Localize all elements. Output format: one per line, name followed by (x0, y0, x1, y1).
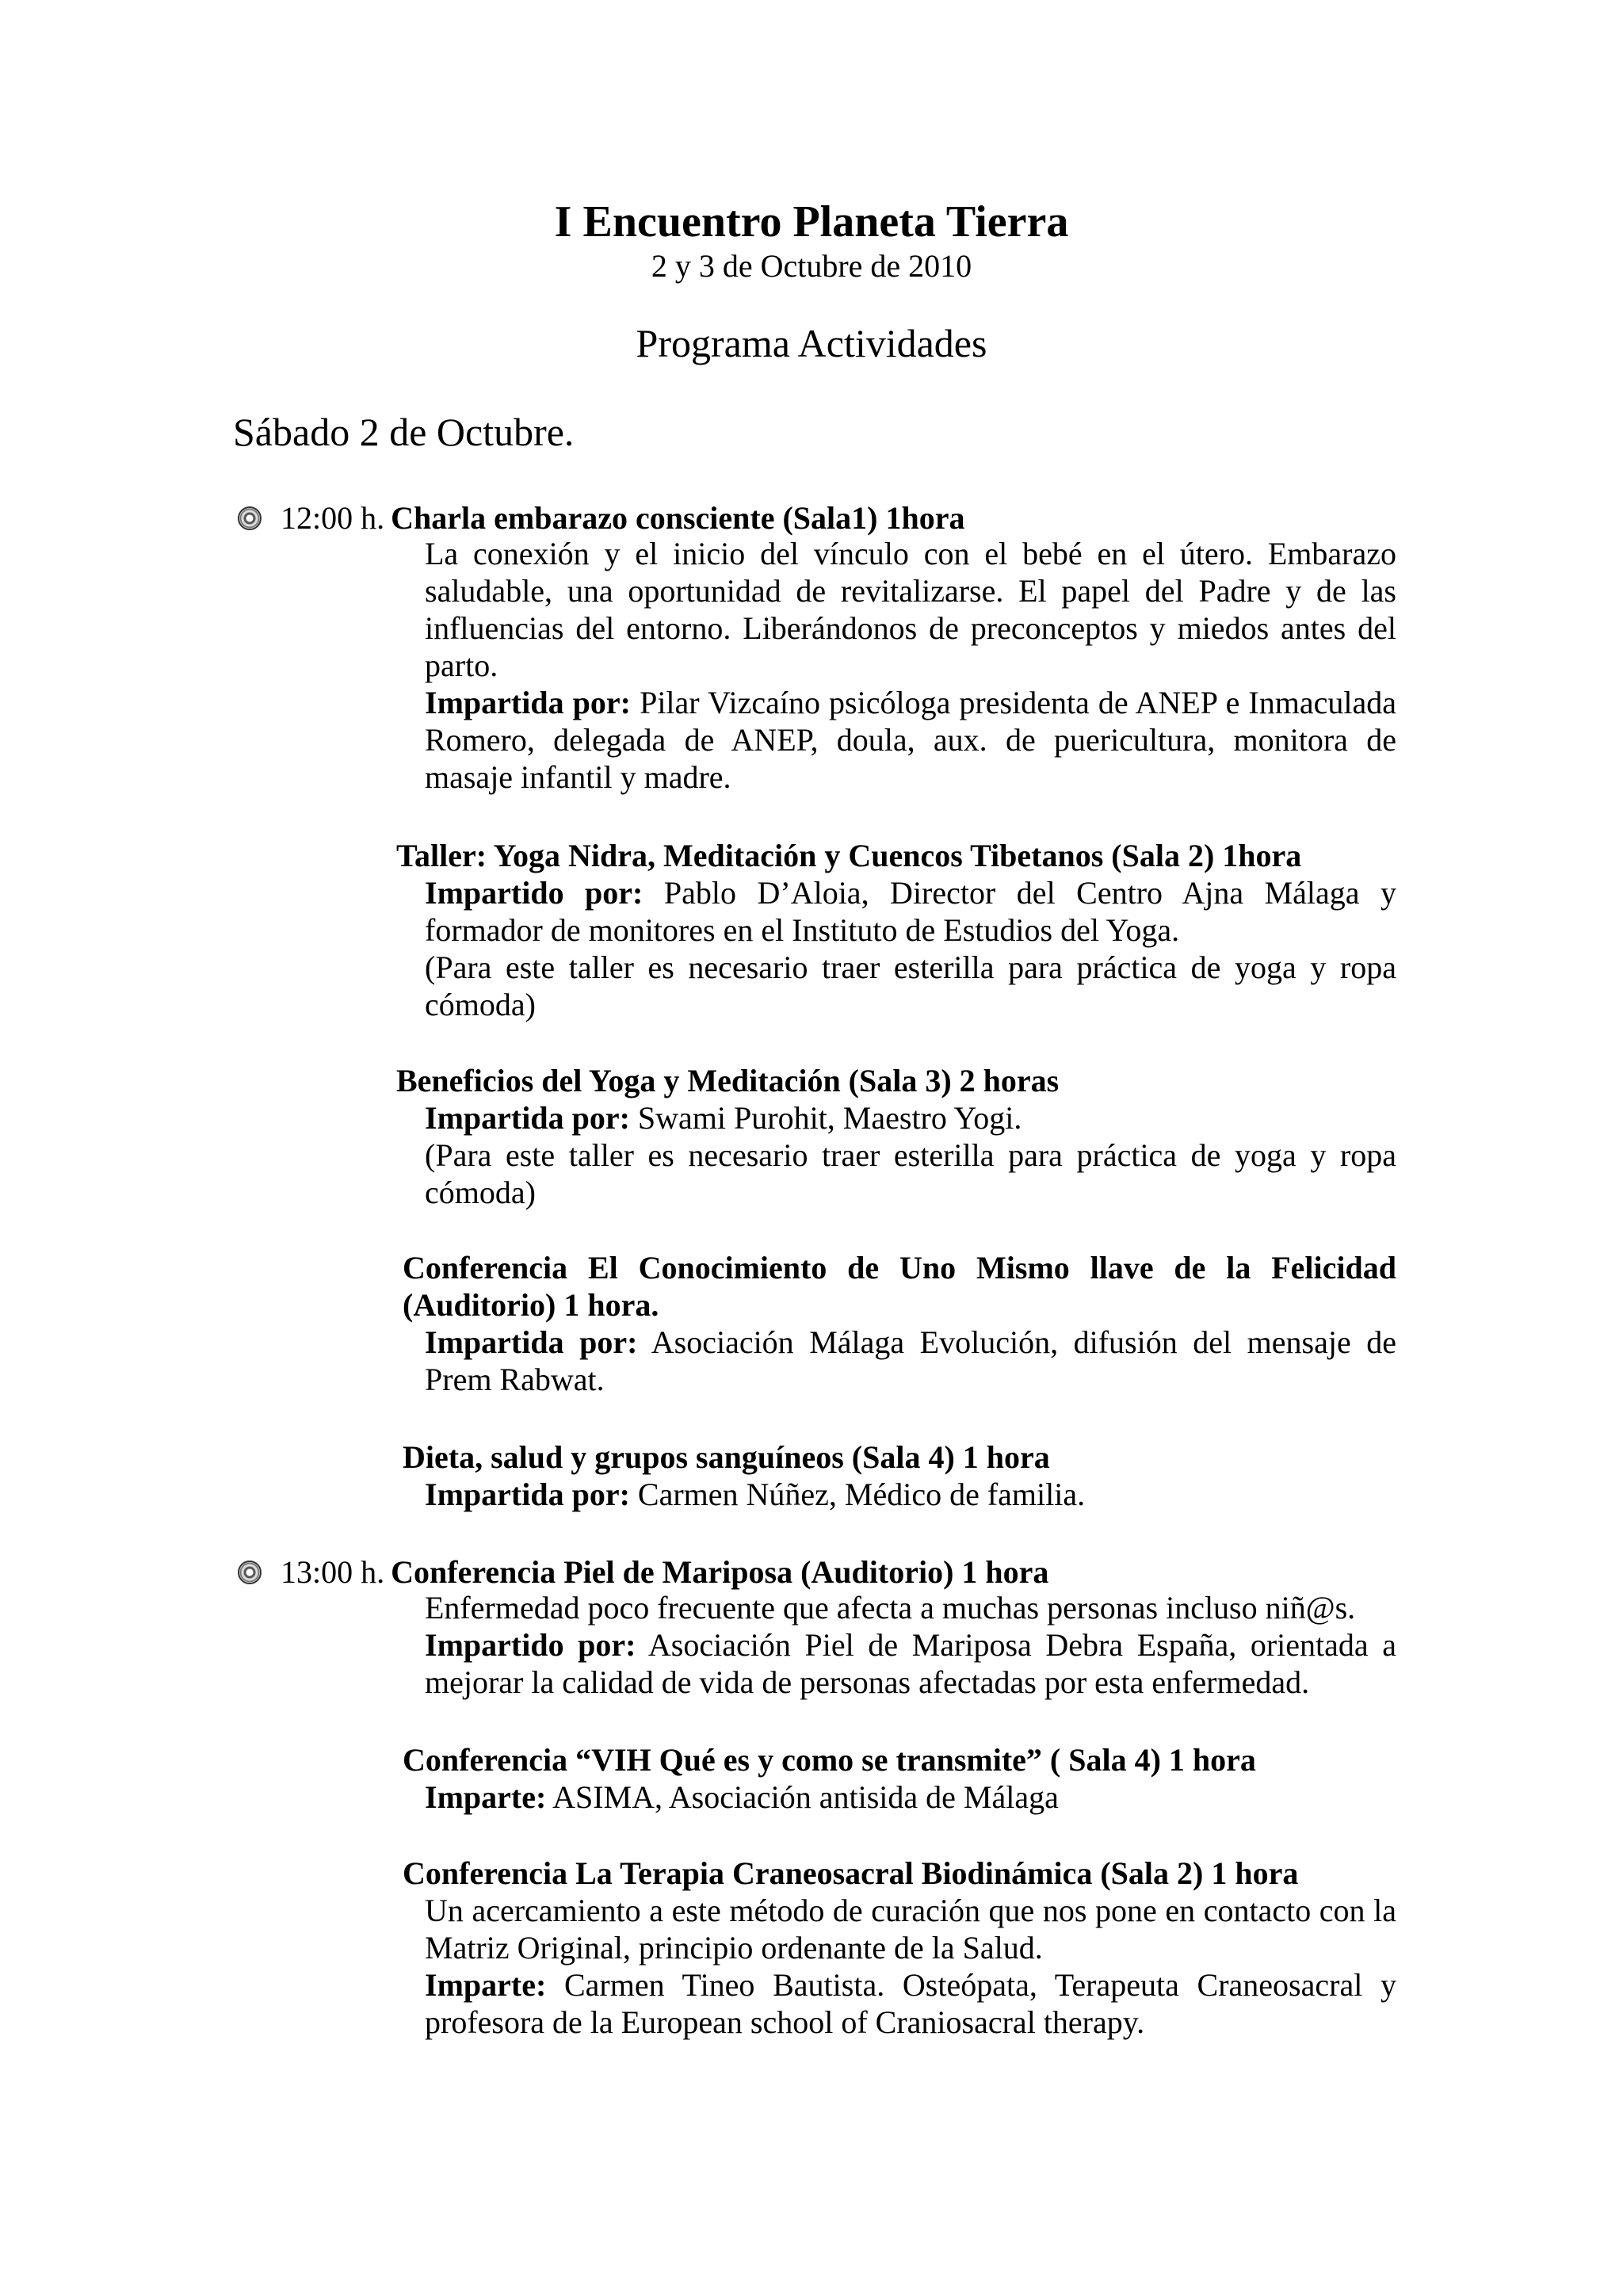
speaker-label: Impartida por: (425, 1324, 638, 1360)
activity-title: Beneficios del Yoga y Meditación (Sala 3) 2 horas (396, 1063, 1060, 1098)
activity-speakers (425, 1626, 1396, 1701)
program-heading: Programa Actividades (636, 321, 987, 365)
activity-note: (Para este taller es necesario traer esterilla para práctica de yoga y ropa cómoda) (425, 1137, 1396, 1210)
bullet-icon (238, 506, 262, 530)
activity-title: Charla embarazo consciente (Sala1) 1hora (391, 500, 965, 536)
document-title: I Encuentro Planeta Tierra (554, 197, 1069, 246)
activity-note: (Para este taller es necesario traer esterilla para práctica de yoga y ropa cómoda) (425, 949, 1396, 1022)
speaker-label: Impartida por: (425, 1477, 630, 1512)
activity-speakers (425, 874, 1396, 949)
speaker-text: Carmen Tineo Bautista. Osteópata, Terapeuta Craneosacral y profesora de la European school of Craniosacral therapy. (425, 1967, 1396, 2040)
activity-speakers (425, 684, 1396, 796)
speaker-text: ASIMA, Asociación antisida de Málaga (546, 1779, 1059, 1815)
activity-title: Conferencia “VIH Qué es y como se transmite” ( Sala 4) 1 hora (403, 1742, 1256, 1778)
activity-speakers (425, 1476, 1396, 1513)
activity-speakers (425, 1324, 1396, 1398)
activity-details (425, 1099, 1396, 1211)
activity-details (425, 535, 1396, 796)
speaker-label: Impartida por: (425, 1100, 630, 1136)
activity-title: Dieta, salud y grupos sanguíneos (Sala 4) 1 hora (403, 1439, 1050, 1475)
activity-details (425, 1476, 1396, 1513)
activity-title: Taller: Yoga Nidra, Meditación y Cuencos Tibetanos (Sala 2) 1hora (396, 838, 1302, 873)
speaker-text: Pablo D’Aloia, Director del Centro Ajna Málaga y formador de monitores en el Instituto de Estudios del Yoga. (425, 875, 1397, 948)
activity-details (425, 874, 1396, 1023)
activity-speakers (425, 1966, 1396, 2041)
activity-speakers (425, 1099, 1396, 1137)
event-dates: 2 y 3 de Octubre de 2010 (651, 248, 972, 284)
activity-description: Un acercamiento a este método de curación que nos pone en contacto con la Matriz Original, principio ordenante de la Salud. (425, 1893, 1396, 1966)
day-heading: Sábado 2 de Octubre. (233, 410, 575, 454)
speaker-label: Impartida por: (425, 685, 631, 720)
speaker-text: Swami Purohit, Maestro Yogi. (629, 1100, 1022, 1136)
speaker-label: Imparte: (425, 1779, 547, 1815)
activity-details (425, 1589, 1396, 1701)
activity-description: Enfermedad poco frecuente que afecta a muchas personas incluso niñ@s. (425, 1590, 1356, 1626)
activity-details (425, 1778, 1396, 1816)
speaker-text: Carmen Núñez, Médico de familia. (629, 1477, 1086, 1512)
slot-time: 12:00 h. (281, 500, 385, 536)
activity-details (425, 1892, 1396, 2041)
activity-title: Conferencia La Terapia Craneosacral Biodinámica (Sala 2) 1 hora (403, 1855, 1299, 1891)
speaker-text: Pilar Vizcaíno psicóloga presidenta de ANEP e Inmaculada Romero, delegada de ANEP, doula, aux. de puericultura, monitora de masaje infantil y madre. (425, 685, 1396, 795)
speaker-text: Asociación Piel de Mariposa Debra España, orientada a mejorar la calidad de vida de personas afectadas por esta enfermedad. (425, 1627, 1397, 1700)
slot-1200-row (238, 499, 964, 537)
speaker-label: Imparte: (425, 1967, 547, 2003)
activity-title: Conferencia El Conocimiento de Uno Mismo llave de la Felicidad (Auditorio) 1 hora. (403, 1250, 1396, 1323)
slot-time: 13:00 h. (281, 1554, 385, 1590)
activity-description: La conexión y el inicio del vínculo con el bebé en el útero. Embarazo saludable, una oportunidad de revitalizarse. El papel del Padre y de las influencias del entorno. Liberándonos de preconceptos y miedos antes del parto. (425, 536, 1396, 683)
speaker-label: Impartido por: (425, 875, 643, 911)
speaker-text: Asociación Málaga Evolución, difusión del mensaje de Prem Rabwat. (425, 1324, 1396, 1397)
slot-1300-row (238, 1553, 1048, 1591)
speaker-label: Impartido por: (425, 1627, 636, 1663)
activity-speakers (425, 1778, 1396, 1816)
activity-title: Conferencia Piel de Mariposa (Auditorio) 1 hora (391, 1554, 1049, 1590)
activity-details (425, 1324, 1396, 1398)
bullet-icon (238, 1561, 262, 1584)
